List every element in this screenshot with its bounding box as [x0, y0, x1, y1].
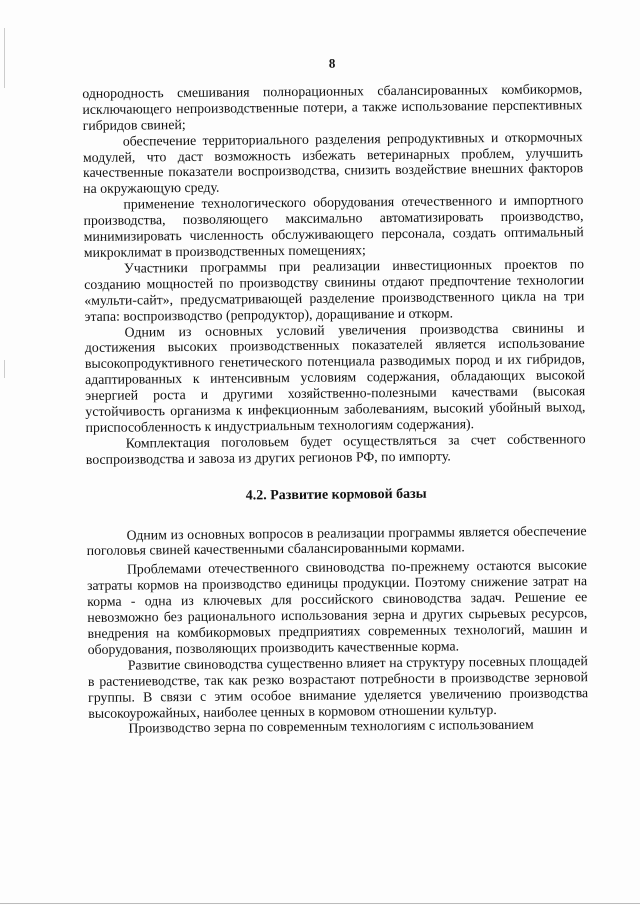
- scan-bottom-edge: [0, 903, 640, 904]
- paragraph: Развитие свиноводства существенно влияет на структуру посевных площадей в растениеводстве, так как резко возрастают потребности в производстве зерновой группы. В связи с этим особое внимание уделяется увеличению производства высокоурожайных, наиболее ценных в кормовом отношении культур.: [87, 652, 589, 721]
- paragraph: обеспечение территориального разделения репродуктивных и откормочных модулей, что даст возможность избежать ветеринарных проблем, улучшить качественные показатели воспроизводства, снизить воздействие внешних факторов на окружающую среду.: [82, 128, 584, 197]
- paragraph: Производство зерна по современным технологиям с использованием: [128, 717, 534, 737]
- paragraph: Одним из основных условий увеличения производства свинины и достижения высоких производственных показателей является использование высокопродуктивного генетического потенциала разводимых пород и их гибридов, адаптированных к интенсивным условиям содержания, обладающих высокой энергией роста и другими хозяйственно-полезными качествами (высокая устойчивость организма к инфекционным заболеваниям, высокий убойный выход, приспособленность к индустриальным технологиям содержания).: [84, 319, 586, 435]
- paragraph: Участники программы при реализации инвестиционных проектов по созданию мощностей по производству свинины отдают предпочтение технологии «мульти-сайт», предусматривающей разделение производственного цикла на три этапа: воспроизводство (репродуктор), доращивание и откорм.: [84, 256, 585, 324]
- page-number: 8: [328, 55, 336, 71]
- section-heading: 4.2. Развитие кормовой базы: [245, 486, 427, 504]
- scan-margin-mark: [4, 360, 5, 378]
- paragraph: Одним из основных вопросов в реализации программы является обеспечение поголовья свиней качественными сбалансированными кормами.: [86, 522, 587, 559]
- document-body: [82, 53, 588, 737]
- paragraph: Проблемами отечественного свиноводства по-прежнему остаются высокие затраты кормов на производство единицы продукции. Поэтому снижение затрат на корма - одна из ключевых для российского свиноводства задач. Решение ее невозможно без рационального использования зерна и других сырьевых ресурсов, внедрения на комбикормовых предприятиях современных технологий, машин и оборудования, позволяющих производить качественные корма.: [86, 557, 588, 657]
- paragraph: Комплектация поголовьем будет осуществляться за счет собственного воспроизводства и завоза из других регионов РФ, по импорту.: [85, 431, 586, 467]
- paragraph: применение технологического оборудования отечественного и импортного производства, позволяющего максимально автоматизировать производство, минимизировать численность обслуживающего персонала, создать оптимальный микроклимат в производственных помещениях;: [83, 192, 584, 260]
- scan-margin-mark: [4, 28, 5, 88]
- paragraph: однородность смешивания полнорационных сбалансированных комбикормов, исключающего непроизводственные потери, а также использование перспективных гибридов свиней;: [82, 81, 583, 133]
